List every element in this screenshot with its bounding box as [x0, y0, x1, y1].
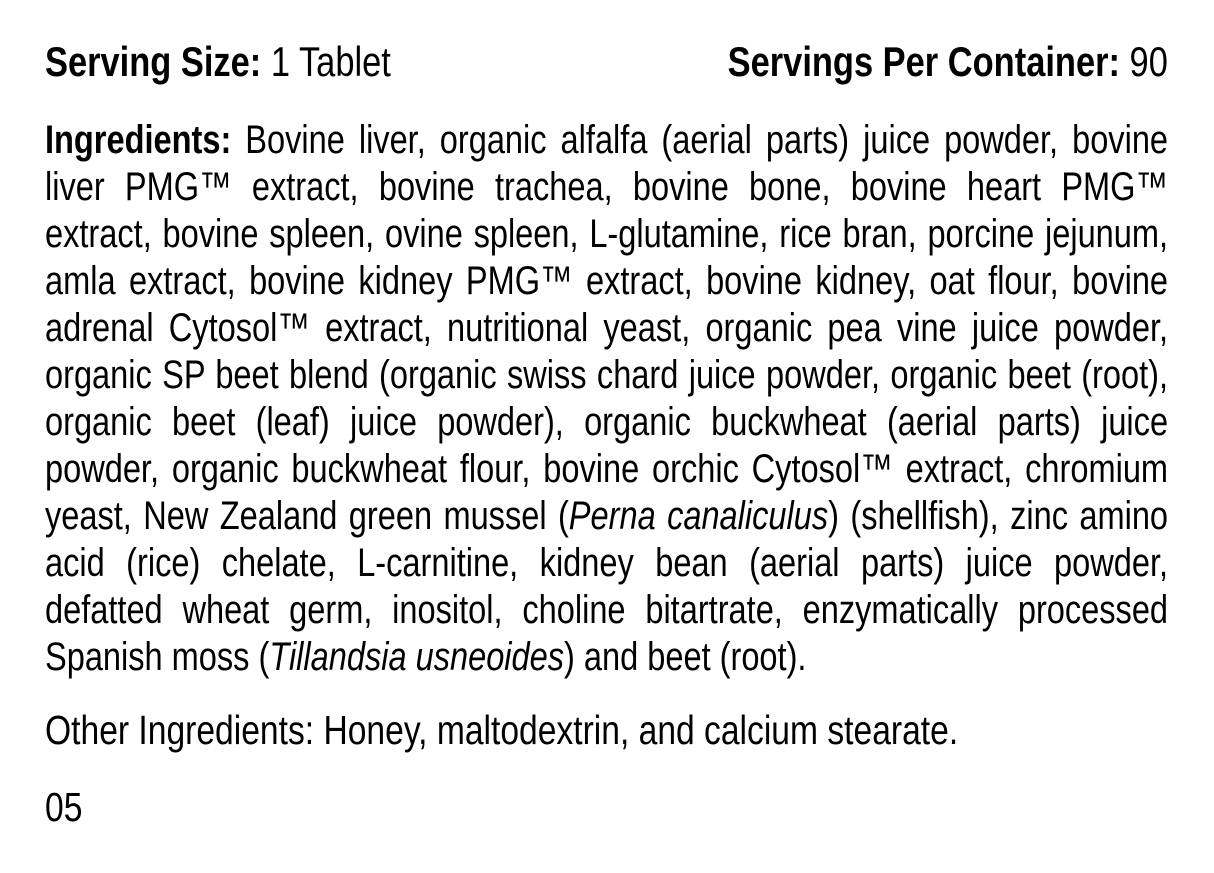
- other-ingredients-section: [45, 707, 1168, 754]
- ingredients-paragraph: [45, 117, 1168, 681]
- serving-size-label: Serving Size:: [45, 38, 271, 85]
- serving-header-row: [45, 38, 1168, 85]
- serving-size-value: 1 Tablet: [270, 38, 391, 85]
- servings-per-container-value: 90: [1129, 38, 1168, 85]
- footer-section: [45, 784, 1168, 831]
- other-ingredients-line: Other Ingredients: Honey, maltodextrin, and calcium stearate.: [45, 707, 959, 753]
- servings-per-container: [728, 38, 1168, 85]
- page-number: 05: [45, 784, 83, 830]
- ingredients-label: Ingredients:: [45, 118, 246, 162]
- serving-size: [45, 38, 391, 85]
- ingredients-text: Bovine liver, organic alfalfa (aerial parts) juice powder, bovine liver PMG™ extract, bovine trachea, bovine bone, bovine heart PMG™ extract, bovine spleen, ovine spleen, L-glutamine, rice bran, porcine jejunum, amla extract, bovine kidney PMG™ extract, bovine kidney, oat flour, bovine adrenal Cytosol™ extract, nutritional yeast, organic pea vine juice powder, organic SP beet blend (organic swiss chard juice powder, organic beet (root), organic beet (leaf) juice powder), organic buckwheat (aerial parts) juice powder, organic buckwheat flour, bovine orchic Cytosol™ extract, chromium yeast, New Zealand green mussel (Perna canaliculus) (shellfish), zinc amino acid (rice) chelate, L-carnitine, kidney bean (aerial parts) juice powder, defatted wheat germ, inositol, choline bitartrate, enzymatically processed Spanish moss (Tillandsia usneoides) and beet (root).: [45, 118, 1169, 679]
- servings-per-container-label: Servings Per Container:: [727, 38, 1130, 85]
- ingredients-section: [45, 117, 1168, 681]
